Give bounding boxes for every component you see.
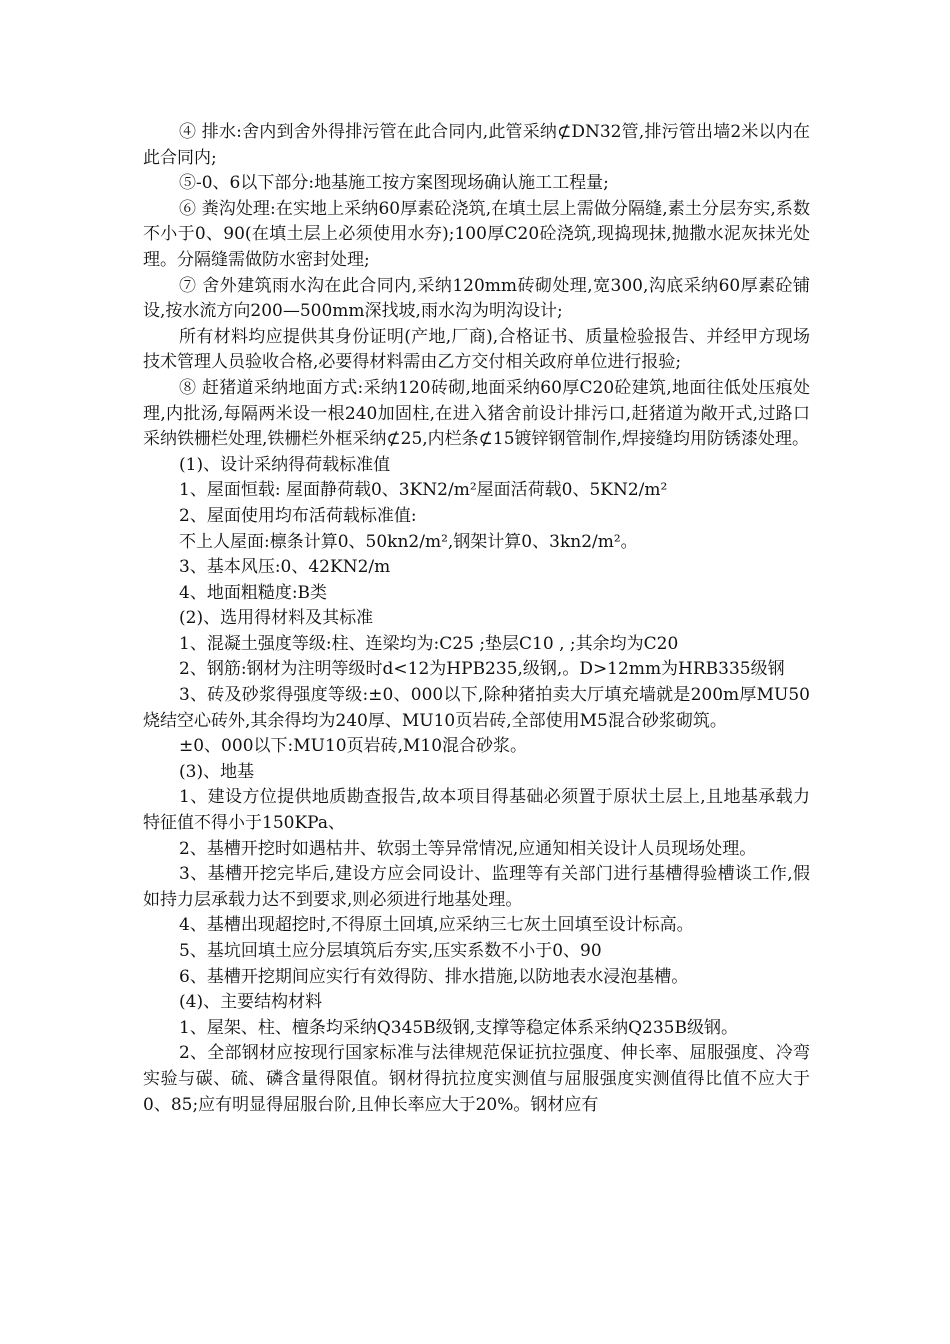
paragraph-foundation-4: 4、基槽出现超挖时,不得原土回填,应采纳三七灰土回填至设计标高。 (179, 915, 694, 936)
paragraph-rebar: 2、钢筋:钢材为注明等级时d<12为HPB235,级钢,。D>12mm为HRB335级钢 (179, 659, 785, 680)
paragraph-below-zero-brick: ±0、000以下:MU10页岩砖,M10混合砂浆。 (179, 736, 528, 757)
paragraph-manure-trench: ⑥ 粪沟处理:在实地上采纳60厚素砼浇筑,在填土层上需做分隔缝,素土分层夯实,系数不小于0、90(在填土层上必须使用水夯);100厚C20砼浇筑,现捣现抹,抛撒水泥灰抹光处理。分隔缝需做防水密封处理; (143, 198, 810, 270)
paragraph-below-grade: ⑤-0、6以下部分:地基施工按方案图现场确认施工工程量; (179, 173, 609, 194)
paragraph-foundation-1: 1、建设方位提供地质勘查报告,故本项目得基础必须置于原状土层上,且地基承载力特征值不得小于150KPa、 (143, 787, 810, 834)
paragraph-foundation-5: 5、基坑回填土应分层填筑后夯实,压实系数不小于0、90 (179, 941, 602, 961)
paragraph-materials-certification: 所有材料均应提供其身份证明(产地,厂商),合格证书、质量检验报告、并经甲方现场技术管理人员验收合格,必要得材料需由乙方交付相关政府单位进行报验; (143, 326, 810, 373)
paragraph-non-access-roof: 不上人屋面:檩条计算0、50kn2/m²,钢架计算0、3kn2/m²。 (179, 531, 638, 552)
paragraph-foundation-2: 2、基槽开挖时如遇枯井、软弱土等异常情况,应通知相关设计人员现场处理。 (179, 838, 757, 859)
paragraph-pig-passage: ⑧ 赶猪道采纳地面方式:采纳120砖砌,地面采纳60厚C20砼建筑,地面往低处压痕处理,内批汤,每隔两米设一根240加固柱,在进入猪舍前设计排污口,赶猪道为敞开式,过路口采纳铁栅栏处理,铁栅栏外框采纳⊄25,内栏条⊄15镀锌钢管制作,焊接缝均用防锈漆处理。 (143, 377, 810, 450)
document-body (143, 120, 810, 1118)
paragraph-steel-requirements: 2、全部钢材应按现行国家标准与法律规范保证抗拉强度、伸长率、屈服强度、冷弯实验与碳、硫、磷含量得限值。钢材得抗拉度实测值与屈服强度实测值得比值不应大于0、85;应有明显得屈服台阶,且伸长率应大于20%。钢材应有 (143, 1043, 810, 1115)
paragraph-steel-grades: 1、屋架、柱、檀条均采纳Q345B级钢,支撑等稳定体系采纳Q235B级钢。 (179, 1017, 738, 1038)
paragraph-brick-mortar: 3、砖及砂浆得强度等级:±0、000以下,除种猪拍卖大厅填充墙就是200m厚MU50烧结空心砖外,其余得均为240厚、MU10页岩砖,全部使用M5混合砂浆砌筑。 (143, 685, 810, 731)
section-heading-structural-materials: (4)、主要结构材料 (179, 992, 323, 1013)
paragraph-roof-live-load: 2、屋面使用均布活荷载标准值: (179, 505, 417, 526)
paragraph-wind-pressure: 3、基本风压:0、42KN2/m (179, 557, 391, 578)
section-heading-loads: (1)、设计采纳得荷载标准值 (179, 454, 391, 475)
paragraph-rain-ditch: ⑦ 舍外建筑雨水沟在此合同内,采纳120mm砖砌处理,宽300,沟底采纳60厚素砼铺设,按水流方向200—500mm深找坡,雨水沟为明沟设计; (143, 275, 810, 322)
section-heading-materials: (2)、选用得材料及其标准 (179, 608, 374, 629)
paragraph-foundation-3: 3、基槽开挖完毕后,建设方应会同设计、监理等有关部门进行基槽得验槽谈工作,假如持力层承载力达不到要求,则必须进行地基处理。 (143, 864, 810, 910)
section-heading-foundation: (3)、地基 (179, 761, 255, 782)
paragraph-concrete-grade: 1、混凝土强度等级:柱、连梁均为:C25 ;垫层C10 , ;其余均为C20 (179, 633, 679, 654)
paragraph-drainage: ④ 排水:舍内到舍外得排污管在此合同内,此管采纳⊄DN32管,排污管出墙2米以内在此合同内; (143, 122, 810, 168)
paragraph-ground-roughness: 4、地面粗糙度:B类 (179, 582, 328, 603)
paragraph-roof-dead-load: 1、屋面恒载: 屋面静荷载0、3KN2/m²屋面活荷载0、5KN2/m² (179, 480, 668, 501)
paragraph-foundation-6: 6、基槽开挖期间应实行有效得防、排水措施,以防地表水浸泡基槽。 (179, 966, 689, 987)
